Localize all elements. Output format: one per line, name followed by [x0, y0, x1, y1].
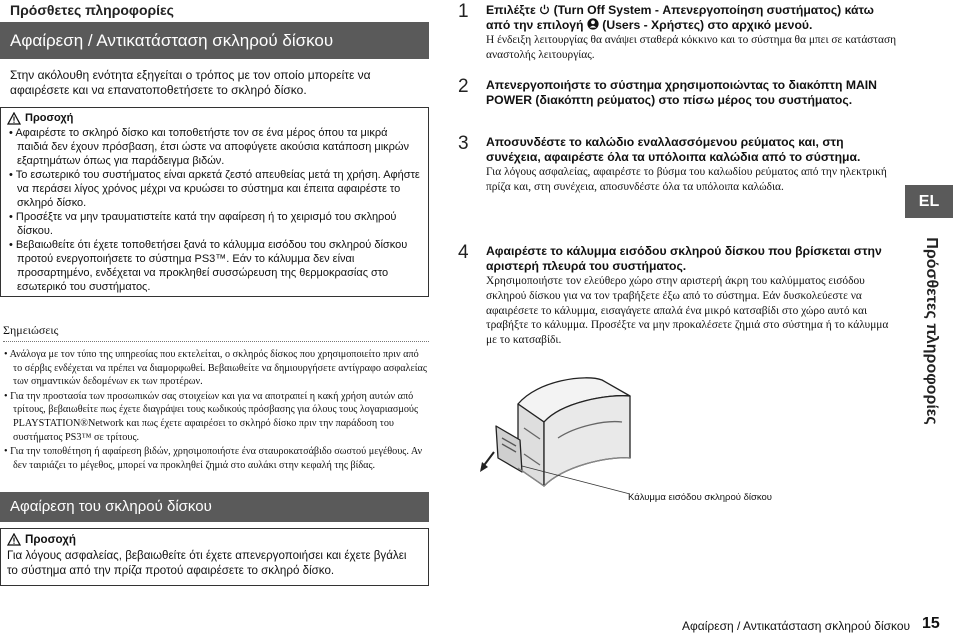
notes-title: Σημειώσεις [3, 323, 59, 337]
step-2 [458, 78, 900, 108]
caution-heading-text: Προσοχή [25, 112, 74, 124]
figure-caption: Κάλυμμα εισόδου σκληρού δίσκου [628, 492, 772, 503]
step-instruction: Επιλέξτε (Turn Off System - Απενεργοποίηση συστήματος) κάτω από την επιλογή (Users - Χρήστες) στο αρχικό μενού. [486, 3, 874, 32]
caution-heading [7, 111, 420, 125]
caution-heading-text: Προσοχή [25, 533, 76, 546]
language-tab: EL [905, 185, 953, 218]
power-icon [539, 4, 550, 15]
step-number: 4 [458, 242, 469, 263]
page-title: Αφαίρεση / Αντικατάσταση σκληρού δίσκου [0, 22, 429, 59]
users-icon [587, 18, 599, 30]
side-section-label: Πρόσθετες πληροφορίες [923, 237, 940, 425]
caution-heading [7, 532, 420, 547]
note-item: • Για την προστασία των προσωπικών σας στοιχείων και για να αποτραπεί η κακή χρήση αυτών από τρίτους, βεβαιωθείτε πως έχετε διαγράψει τους κωδικούς πρόσβασης για όλους τους λογαριασμούς PLAYSTATION®Network και πως έχετε αφαιρέσει το σκληρό δίσκο πριν την παράδοση του συστήματος PS3™ σε τρίτους. [4, 390, 419, 443]
removal-section-title: Αφαίρεση του σκληρού δίσκου [0, 492, 429, 522]
removal-caution-text: Για λόγους ασφαλείας, βεβαιωθείτε ότι έχετε απενεργοποιήσει και έχετε βγάλει το σύστημα από την πρίζα προτού αφαιρέσετε το σκληρό δίσκο. [7, 549, 407, 577]
warning-icon [7, 533, 21, 546]
step-1 [458, 3, 900, 63]
caption-leader-line [520, 460, 640, 500]
side-section-tab [916, 226, 946, 436]
page-number: 15 [922, 615, 940, 632]
caution-bullet: • Βεβαιωθείτε ότι έχετε τοποθετήσει ξανά το κάλυμμα εισόδου του σκληρού δίσκου προτού ενεργοποιήσετε το σύστημα PS3™. Εάν το κάλυμμα δεν είναι προσαρτημένο, ενδέχεται να προκληθεί συσσώρευση της θερμοκρασίας στο εσωτερικό του συστήματος. [9, 239, 408, 293]
notes-divider [3, 341, 429, 342]
note-item: • Ανάλογα με τον τύπο της υπηρεσίας που εκτελείται, ο σκληρός δίσκος που χρησιμοποιείτο πριν από το σέρβις ενδέχεται να πρέπει να διαμορφωθεί. Βεβαιωθείτε να δημιουργήσετε αντίγραφο ασφαλείας των σημαντικών δεδομένων εκ των προτέρων. [4, 349, 427, 388]
step-4 [458, 244, 900, 348]
step-detail: Χρησιμοποιήστε τον ελεύθερο χώρο στην αριστερή άκρη του καλύμματος εισόδου σκληρού δίσκου για να τον τραβήξετε έξω από το σύστημα. Εάν δυσκολεύεστε να αφαιρέσετε το κάλυμμα, εισαγάγετε απαλά ένα μικρό κατσαβίδι στο χώρο αυτό και τραβήξτε το κάλυμμα. Προσέξτε να μην προκαλέσετε ζημιά στο σύστημα ή το κάλυμμα με το κατσαβίδι. [486, 275, 889, 347]
caution-box-top [0, 107, 429, 297]
step-number: 1 [458, 1, 469, 22]
step-instruction: Αφαιρέστε το κάλυμμα εισόδου σκληρού δίσκου που βρίσκεται στην αριστερή πλευρά του συστήματος. [486, 244, 882, 273]
step-3 [458, 135, 900, 195]
step-number: 2 [458, 76, 469, 97]
step-instruction: Αποσυνδέστε το καλώδιο εναλλασσόμενου ρεύματος και, στη συνέχεια, αφαιρέστε όλα τα υπόλοιπα καλώδια από το σύστημα. [486, 135, 861, 164]
intro-text: Στην ακόλουθη ενότητα εξηγείται ο τρόπος με τον οποίο μπορείτε να αφαιρέσετε και να επανατοποθετήσετε το σκληρό δίσκο. [10, 68, 371, 97]
step-detail: Για λόγους ασφαλείας, αφαιρέστε το βύσμα του καλωδίου ρεύματος από την ηλεκτρική πρίζα και, στη συνέχεια, αποσυνδέστε όλα τα υπόλοιπα καλώδια. [486, 166, 887, 193]
footer-title: Αφαίρεση / Αντικατάσταση σκληρού δίσκου [682, 619, 911, 633]
caution-bullet: • Αφαιρέστε το σκληρό δίσκο και τοποθετήστε τον σε ένα μέρος όπου τα μικρά παιδιά δεν έχουν πρόσβαση, έτσι ώστε να αποφύγετε ακούσια κατάποση μικρών εξαρτημάτων όπως για παράδειγμα βιδών. [9, 127, 410, 167]
caution-bullet: • Το εσωτερικό του συστήματος είναι αρκετά ζεστό απευθείας μετά τη χρήση. Αφήστε να περάσει λίγος χρόνος μέχρι να κρυώσει το σύστημα και έπειτα αφαιρέστε το σκληρό δίσκο. [9, 169, 420, 209]
section-label: Πρόσθετες πληροφορίες [10, 2, 174, 18]
step-number: 3 [458, 133, 469, 154]
step-detail: Η ένδειξη λειτουργίας θα ανάψει σταθερά κόκκινο και το σύστημα θα μπει σε κατάσταση αναστολής λειτουργίας. [486, 34, 897, 61]
notes-list [3, 348, 427, 473]
caution-box-removal [0, 528, 429, 586]
step-instruction: Απενεργοποιήστε το σύστημα χρησιμοποιώντας το διακόπτη MAIN POWER (διακόπτη ρεύματος) στο πίσω μέρος του συστήματος. [486, 78, 877, 107]
note-item: • Για την τοποθέτηση ή αφαίρεση βιδών, χρησιμοποιήστε ένα σταυροκατσάβιδο σωστού μεγέθους. Αν δεν ταιριάζει το μέγεθος, μπορεί να προκληθεί ζημιά στο αυλάκι στην κεφαλή της βίδας. [4, 446, 423, 471]
caution-bullet: • Προσέξτε να μην τραυματιστείτε κατά την αφαίρεση ή το χειρισμό του σκληρού δίσκου. [9, 211, 397, 237]
warning-icon [7, 112, 21, 125]
